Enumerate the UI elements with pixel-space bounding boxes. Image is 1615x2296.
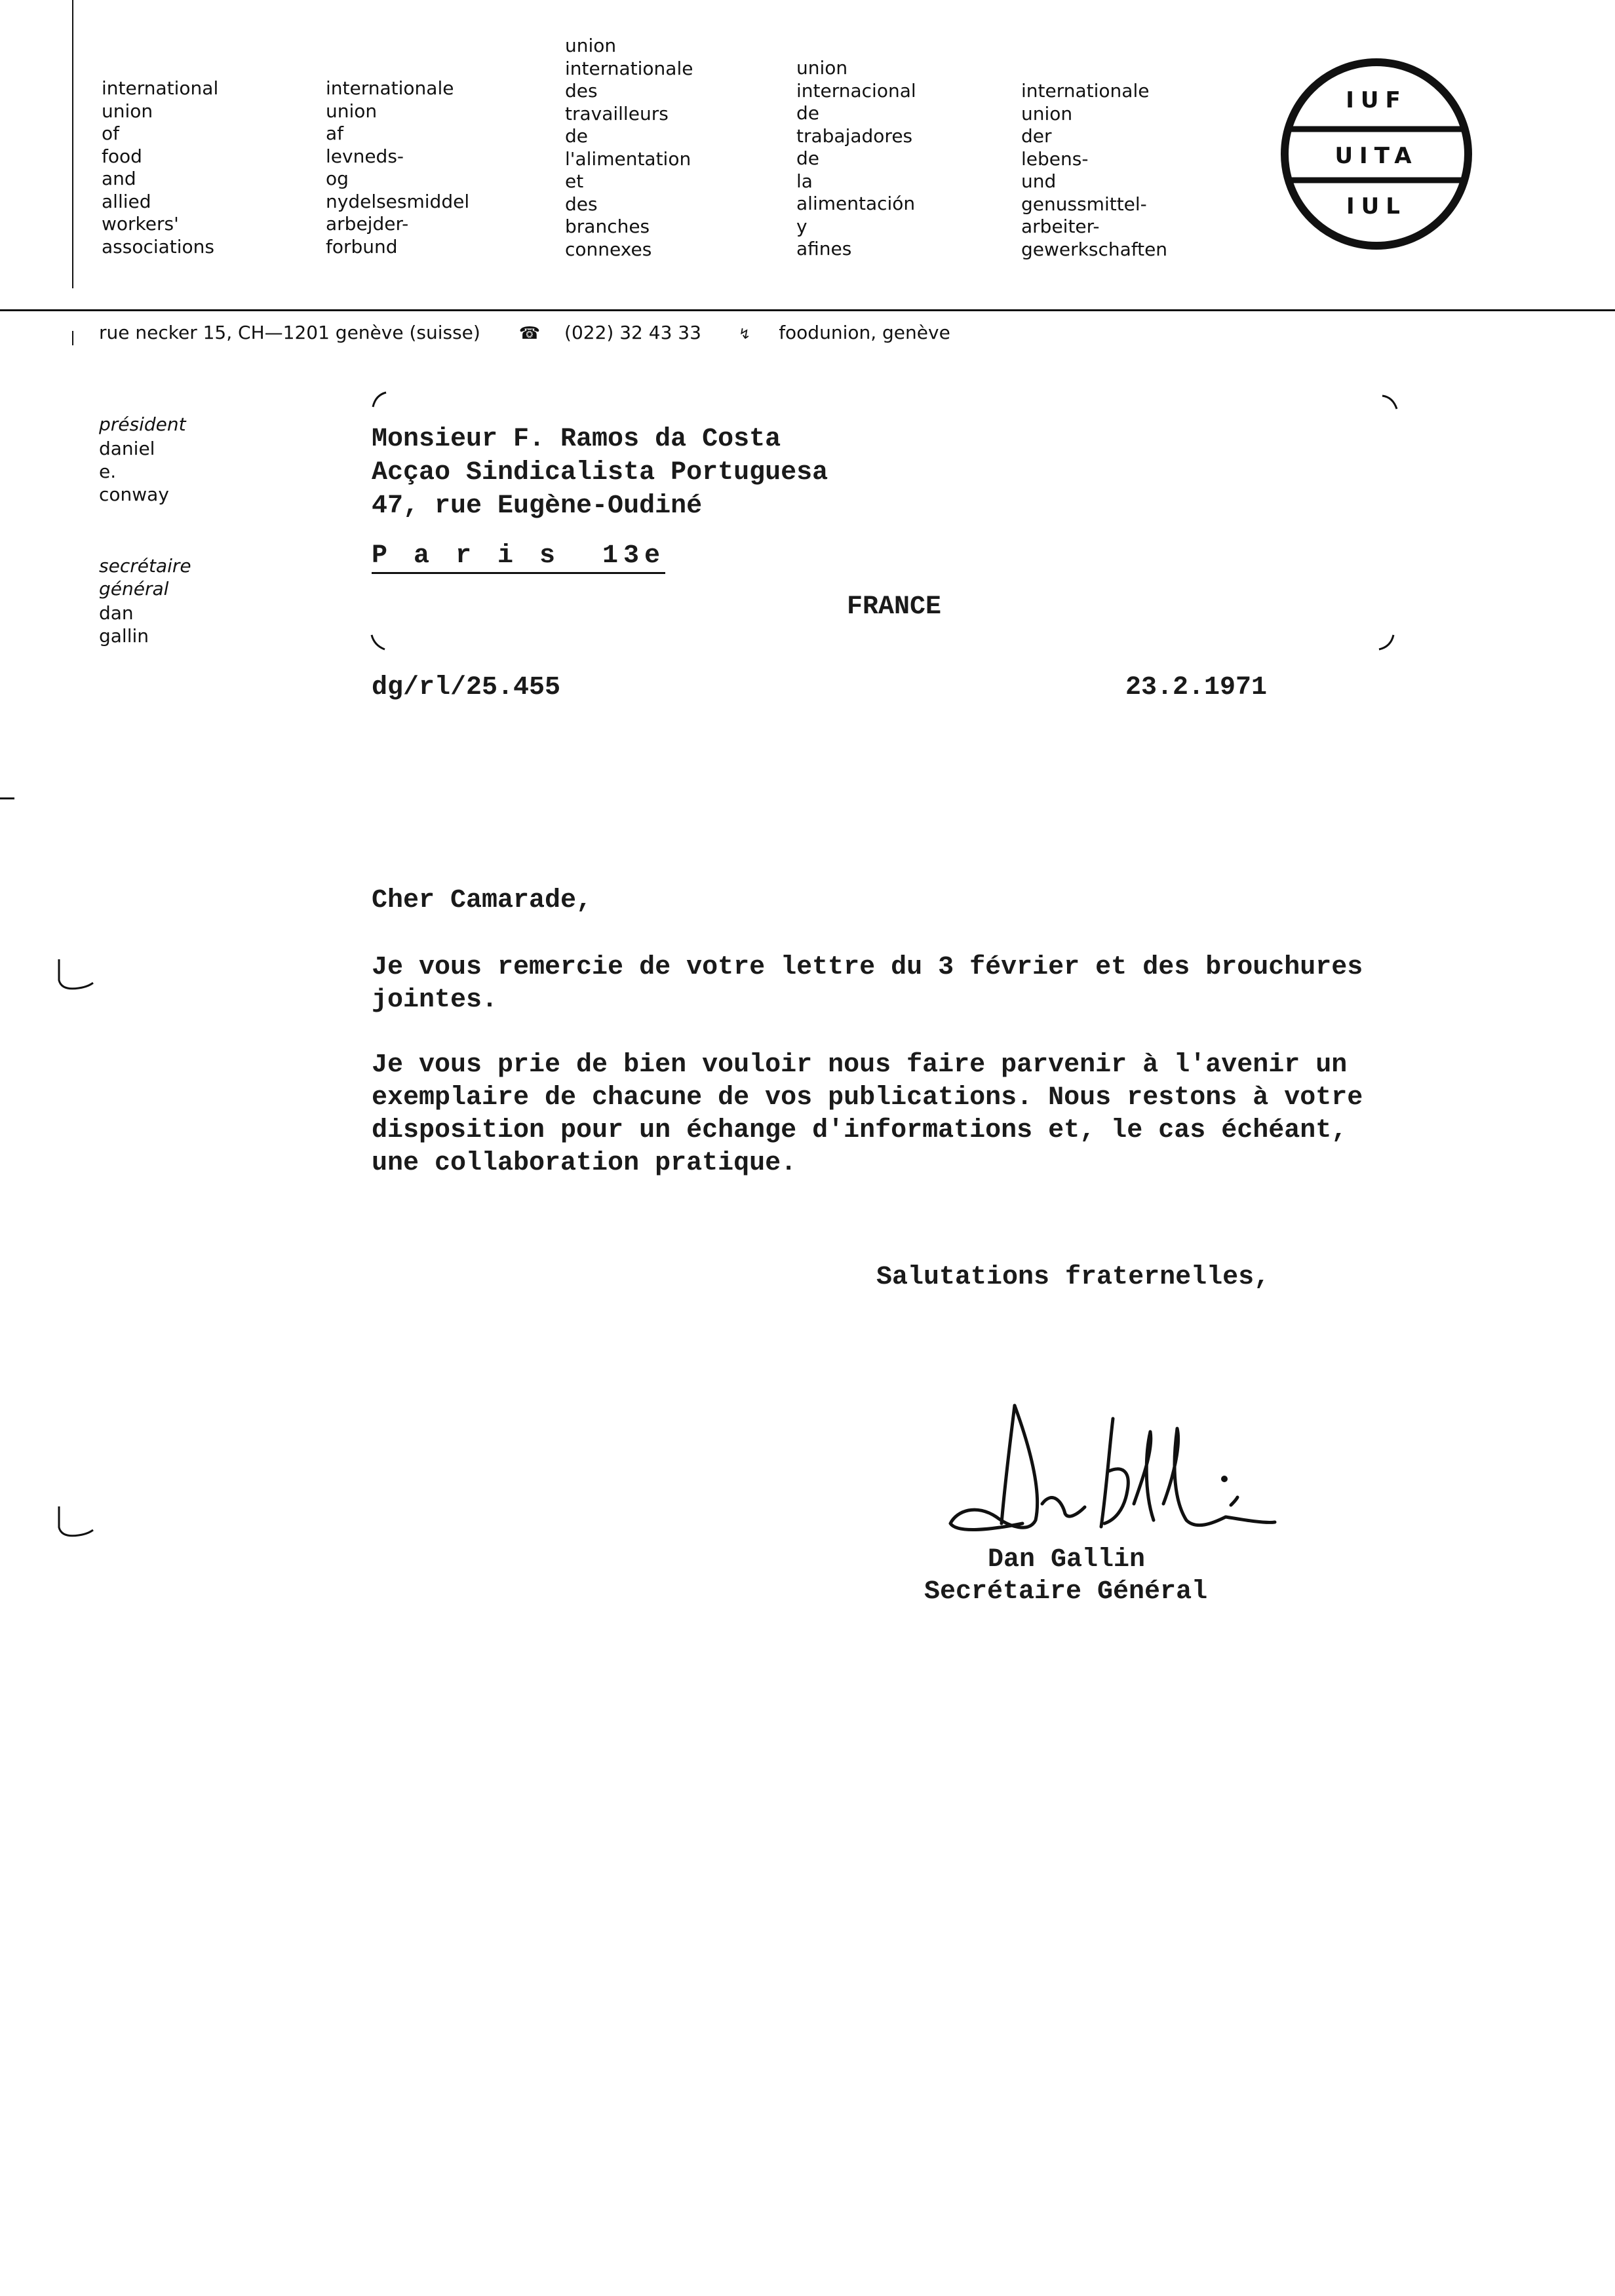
letterhead-line: nydelsesmiddel bbox=[326, 190, 470, 212]
letterhead-line: lebens- bbox=[1021, 147, 1089, 170]
paragraph-2-line: exemplaire de chacune de vos publications. Nous restons à votre bbox=[372, 1083, 1363, 1113]
letterhead-line: arbeiter- bbox=[1021, 216, 1100, 237]
letterhead-line: internationale bbox=[1021, 80, 1150, 102]
letterhead-line: alimentación bbox=[796, 193, 916, 214]
recipient-country: FRANCE bbox=[847, 592, 942, 622]
corner-mark-top-right bbox=[1380, 393, 1399, 413]
handwritten-signature bbox=[937, 1392, 1278, 1563]
president-name-2: e. bbox=[99, 461, 117, 482]
letterhead-line: union bbox=[1021, 102, 1073, 124]
corner-mark-bottom-left bbox=[369, 632, 389, 652]
letterhead-line: der bbox=[1021, 125, 1052, 147]
corner-mark-bottom-right bbox=[1376, 632, 1396, 652]
paragraph-1-line: jointes. bbox=[372, 985, 498, 1015]
logo-text-bottom: IUL bbox=[1346, 193, 1407, 220]
letterhead-line: et bbox=[565, 170, 584, 192]
paragraph-1-line: Je vous remercie de votre lettre du 3 février et des brouchures bbox=[372, 953, 1363, 982]
president-block bbox=[99, 413, 186, 506]
secretary-label-2: général bbox=[99, 578, 169, 600]
punch-mark-lower bbox=[52, 1504, 98, 1543]
letterhead-line: de bbox=[796, 147, 819, 169]
telephone-icon: ☎ bbox=[518, 324, 541, 343]
letterhead-line: associations bbox=[102, 235, 215, 258]
president-label: président bbox=[99, 413, 186, 435]
letterhead-line: l'alimentation bbox=[565, 147, 691, 170]
paragraph-1 bbox=[372, 951, 1453, 1017]
paragraph-2-line: une collaboration pratique. bbox=[372, 1149, 797, 1178]
logo-text-middle: UITA bbox=[1334, 143, 1418, 169]
letterhead-line: af bbox=[326, 123, 344, 144]
street-address: rue necker 15, CH—1201 genève (suisse) bbox=[99, 322, 480, 343]
letterhead-line: y bbox=[796, 215, 808, 237]
telegram-icon: ↯ bbox=[738, 326, 751, 343]
letterhead-line: trabajadores bbox=[796, 124, 913, 147]
phone-number: (022) 32 43 33 bbox=[564, 322, 701, 343]
letterhead-line: allied bbox=[102, 190, 151, 212]
letterhead-line: arbejder- bbox=[326, 213, 409, 235]
letterhead-line: travailleurs bbox=[565, 102, 669, 124]
letterhead-line: food bbox=[102, 145, 142, 167]
signatory-title: Secrétaire Général bbox=[924, 1577, 1208, 1607]
letterhead-col-danish bbox=[326, 77, 469, 258]
fold-mark bbox=[0, 797, 14, 799]
letterhead-line: workers' bbox=[102, 213, 179, 235]
secretary-label-1: secrétaire bbox=[99, 555, 191, 577]
signatory-name: Dan Gallin bbox=[988, 1545, 1146, 1575]
letterhead-line: levneds- bbox=[326, 145, 404, 167]
left-margin-rule bbox=[72, 0, 73, 288]
paragraph-2-line: Je vous prie de bien vouloir nous faire parvenir à l'avenir un bbox=[372, 1050, 1348, 1080]
letterhead-line: internationale bbox=[565, 57, 693, 79]
letterhead-line: og bbox=[326, 168, 349, 189]
letterhead-line: union bbox=[565, 35, 617, 56]
address-bar bbox=[99, 322, 950, 343]
paragraph-2 bbox=[372, 1049, 1453, 1180]
letter-date: 23.2.1971 bbox=[1125, 673, 1268, 702]
corner-mark-top-left bbox=[370, 390, 390, 410]
logo-text-top: IUF bbox=[1346, 87, 1407, 113]
letterhead-rule bbox=[0, 309, 1615, 311]
reference-number: dg/rl/25.455 bbox=[372, 673, 561, 702]
punch-mark-upper bbox=[52, 957, 98, 996]
recipient-name: Monsieur F. Ramos da Costa bbox=[372, 425, 781, 454]
secretary-name-2: gallin bbox=[99, 625, 149, 647]
president-name-3: conway bbox=[99, 484, 169, 505]
letterhead-line: afines bbox=[796, 238, 852, 259]
letterhead-col-english bbox=[102, 77, 218, 258]
letterhead-line: la bbox=[796, 170, 813, 192]
letterhead-line: internacional bbox=[796, 79, 916, 102]
letterhead-line: of bbox=[102, 123, 119, 144]
letterhead-line: de bbox=[796, 102, 819, 124]
letterhead-line: des bbox=[565, 193, 598, 215]
letterhead-line: union bbox=[102, 100, 153, 122]
letterhead-line: union bbox=[326, 100, 378, 122]
paragraph-2-line: disposition pour un échange d'informations et, le cas échéant, bbox=[372, 1116, 1348, 1145]
recipient-street: 47, rue Eugène-Oudiné bbox=[372, 491, 703, 521]
telegram-address: foodunion, genève bbox=[779, 322, 950, 343]
letterhead-line: international bbox=[102, 77, 219, 99]
letterhead-col-spanish bbox=[796, 57, 916, 261]
letterhead-line: branches bbox=[565, 216, 650, 237]
letterhead-line: and bbox=[102, 168, 136, 189]
letterhead-line: internationale bbox=[326, 77, 454, 99]
salutation: Cher Camarade, bbox=[372, 886, 593, 915]
secretary-name-1: dan bbox=[99, 602, 134, 624]
president-name-1: daniel bbox=[99, 438, 155, 459]
iuf-logo bbox=[1278, 56, 1475, 252]
letterhead-line: connexes bbox=[565, 238, 652, 260]
letterhead-col-german bbox=[1021, 80, 1167, 261]
letterhead-line: genussmittel- bbox=[1021, 193, 1147, 215]
letterhead-line: forbund bbox=[326, 235, 398, 258]
letterhead-col-french bbox=[565, 35, 693, 261]
letterhead-line: de bbox=[565, 125, 588, 147]
recipient-organisation: Acçao Sindicalista Portuguesa bbox=[372, 458, 828, 488]
closing: Salutations fraternelles, bbox=[876, 1263, 1270, 1292]
letterhead-line: und bbox=[1021, 170, 1057, 192]
secretary-block bbox=[99, 554, 191, 647]
recipient-city: P a r i s 13e bbox=[372, 541, 665, 574]
left-margin-tick bbox=[72, 331, 73, 345]
letterhead-line: des bbox=[565, 80, 598, 102]
letterhead-line: union bbox=[796, 57, 848, 79]
letterhead-line: gewerkschaften bbox=[1021, 238, 1168, 260]
